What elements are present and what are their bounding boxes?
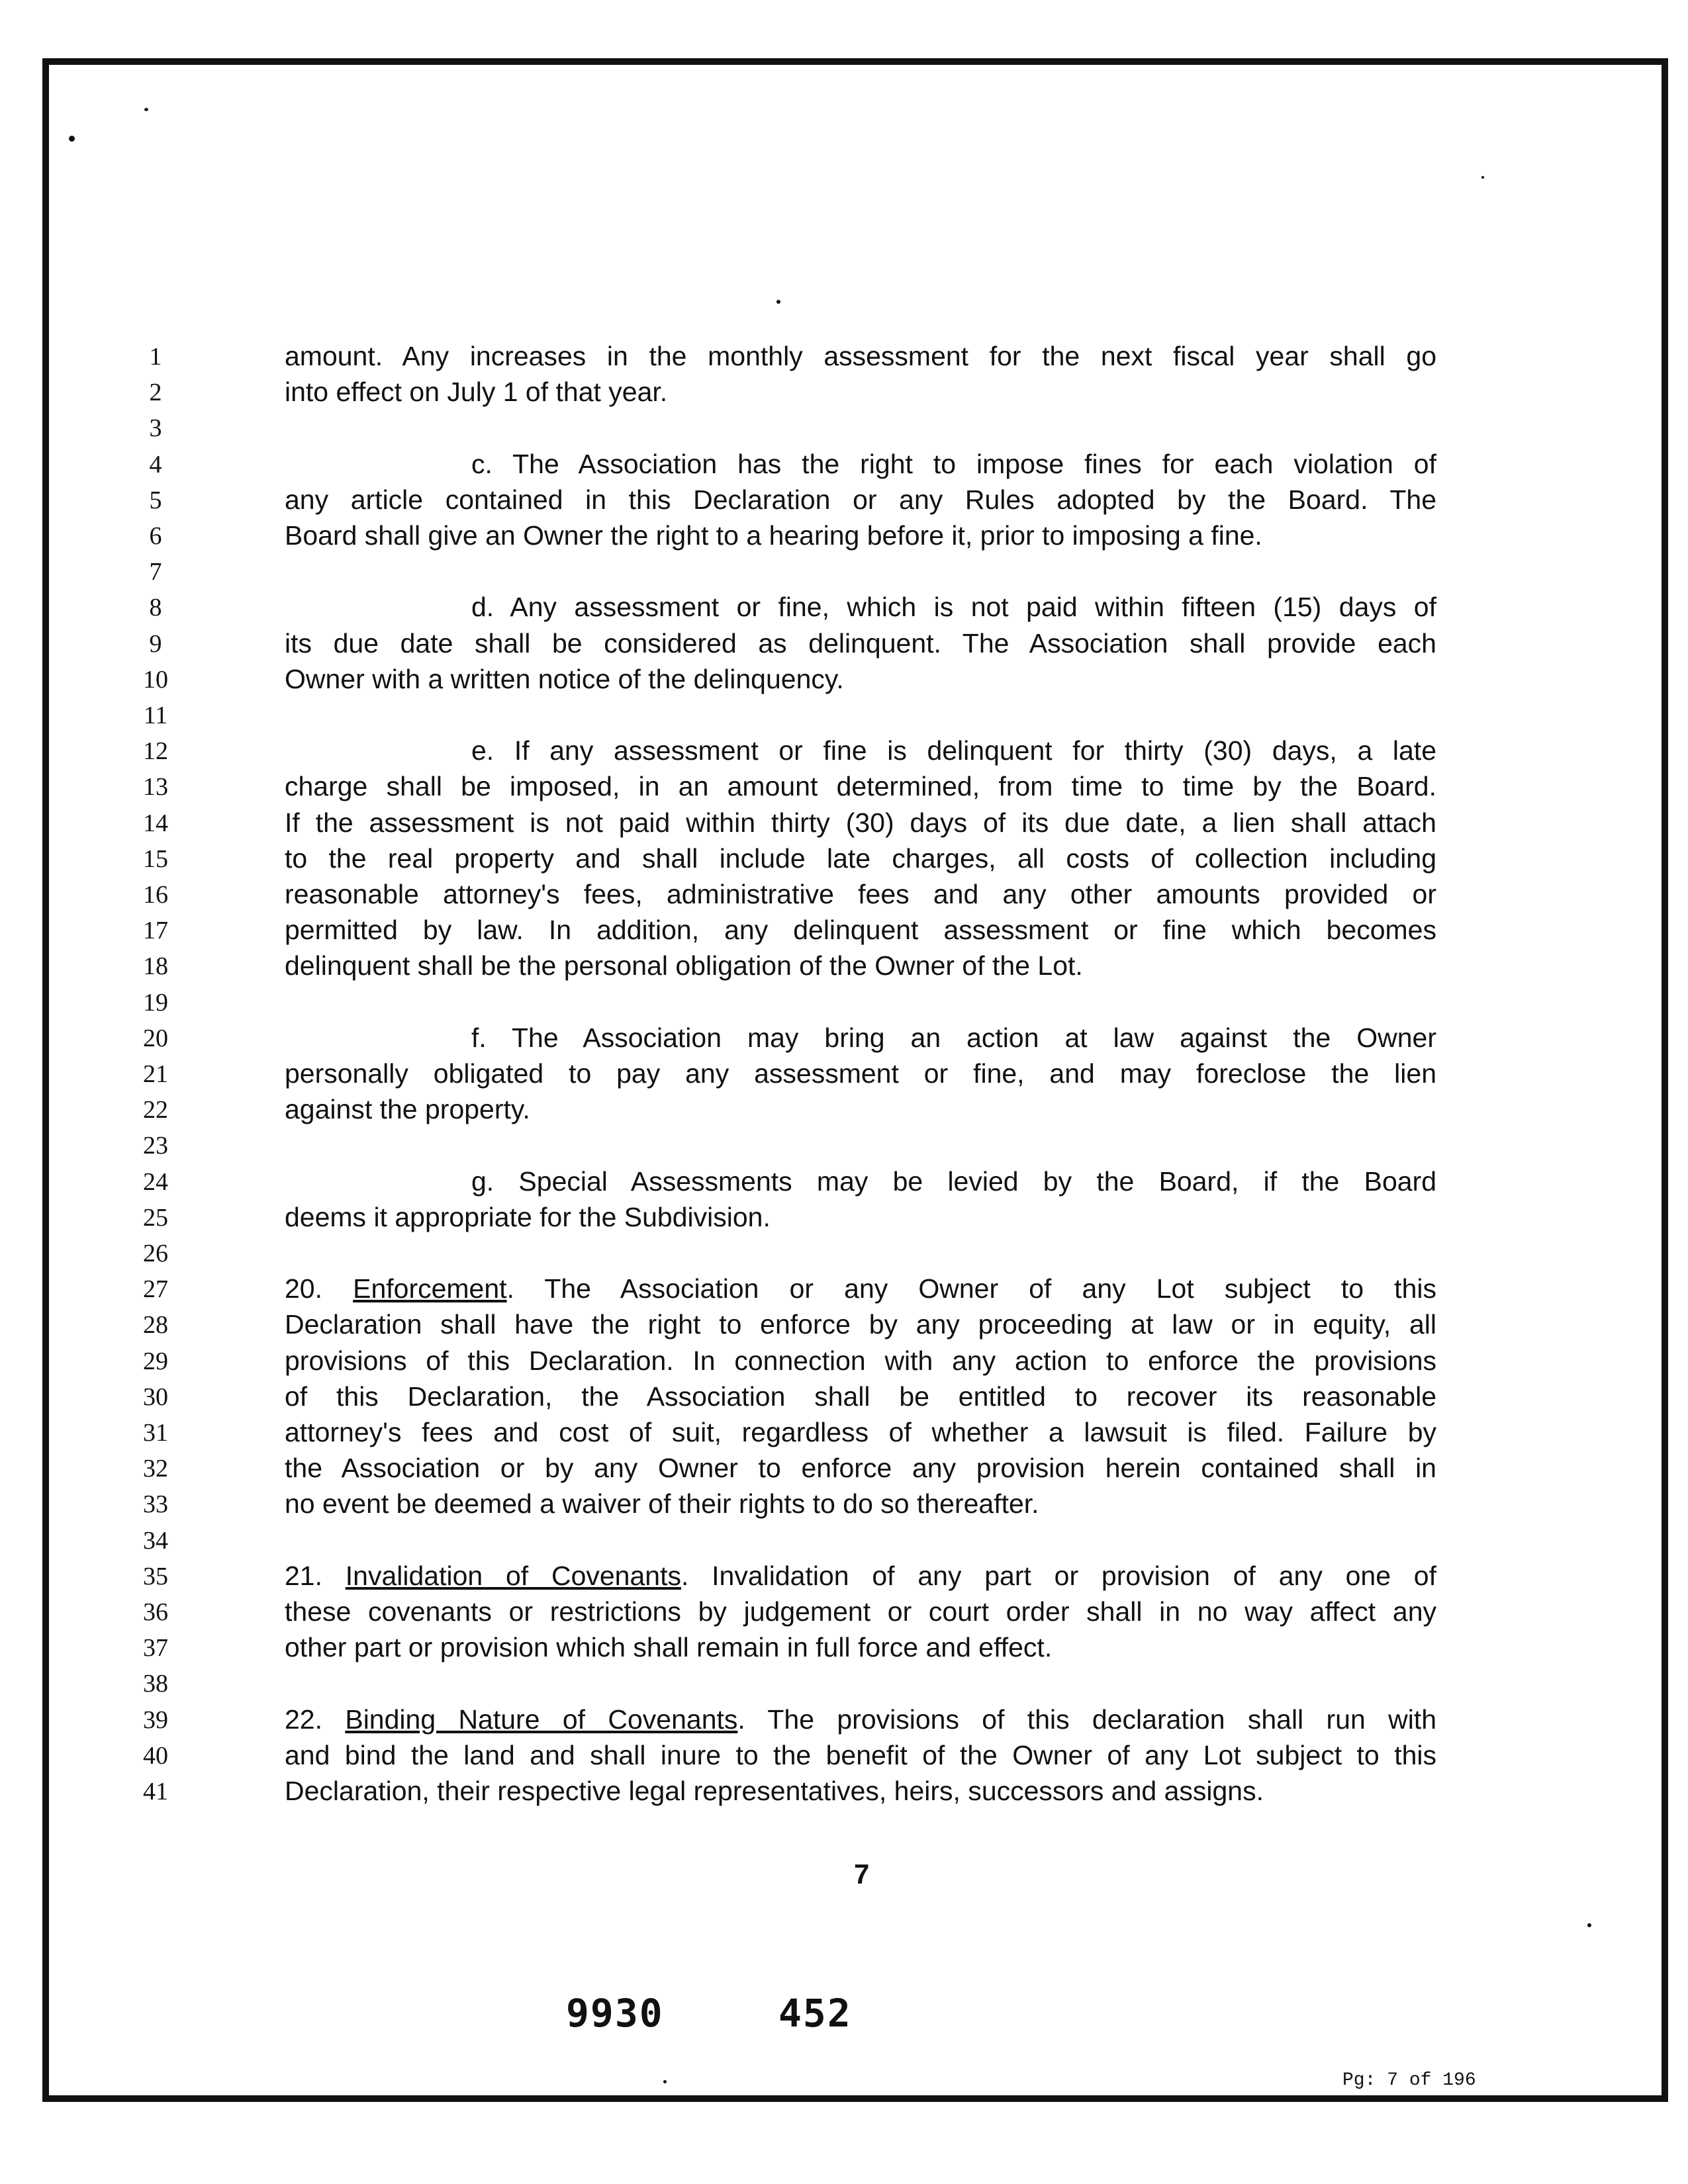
line-number: 21 xyxy=(143,1060,168,1088)
line-number: 31 xyxy=(143,1419,168,1447)
text-line xyxy=(285,1633,1436,1662)
line-text: reasonable attorney's fees, administrative fees and any other amounts provided or xyxy=(285,879,1436,909)
line-text: If the assessment is not paid within thirty (30) days of its due date, a lien shall attach xyxy=(285,807,1436,838)
line-text: . The Association or any Owner of any Lot subject to this xyxy=(506,1273,1436,1304)
line-number: 18 xyxy=(143,952,168,980)
line-number: 41 xyxy=(143,1778,168,1805)
text-line xyxy=(285,1597,1436,1626)
line-number: 17 xyxy=(143,917,168,944)
line-text: its due date shall be considered as delinquent. The Association shall provide each xyxy=(285,628,1436,659)
text-line xyxy=(471,592,1436,621)
line-number: 39 xyxy=(143,1706,168,1734)
line-number: 28 xyxy=(143,1311,168,1339)
line-text: f. The Association may bring an action at law against the Owner xyxy=(471,1023,1436,1053)
line-number: 37 xyxy=(143,1634,168,1662)
line-text: g. Special Assessments may be levied by the Board, if the Board xyxy=(471,1166,1436,1197)
page-footer: Pg: 7 of 196 xyxy=(1338,2070,1480,2091)
scan-speck xyxy=(69,136,75,142)
page-reference: 452 xyxy=(778,1991,852,2036)
text-line xyxy=(285,1203,1436,1232)
text-line xyxy=(285,1561,1436,1590)
line-text: of this Declaration, the Association shall be entitled to recover its reasonable xyxy=(285,1381,1436,1412)
line-number: 6 xyxy=(149,522,162,550)
scan-speck xyxy=(1481,176,1484,179)
text-line xyxy=(285,915,1436,944)
line-number: 2 xyxy=(149,379,162,406)
line-number: 22 xyxy=(143,1096,168,1124)
section-number: 20. xyxy=(285,1273,353,1304)
line-text: against the property. xyxy=(285,1094,530,1124)
section-number: 22. xyxy=(285,1704,346,1735)
scan-speck xyxy=(776,300,780,304)
line-number: 7 xyxy=(149,558,162,586)
line-number: 14 xyxy=(143,809,168,837)
section-heading: Binding Nature of Covenants xyxy=(345,1704,738,1735)
line-text: amount. Any increases in the monthly assessment for the next fiscal year shall go xyxy=(285,341,1436,371)
scan-speck xyxy=(144,108,148,111)
scan-speck xyxy=(1587,1923,1591,1927)
line-number: 16 xyxy=(143,881,168,909)
line-number: 40 xyxy=(143,1742,168,1770)
line-text: and bind the land and shall inure to the benefit of the Owner of any Lot subject to this xyxy=(285,1740,1436,1770)
line-text: Owner with a written notice of the delinquency. xyxy=(285,664,844,694)
line-text: Declaration shall have the right to enforce by any proceeding at law or in equity, all xyxy=(285,1309,1436,1340)
line-text: these covenants or restrictions by judgement or court order shall in no way affect any xyxy=(285,1596,1436,1627)
line-text: delinquent shall be the personal obligation of the Owner of the Lot. xyxy=(285,950,1083,981)
line-text: other part or provision which shall remain in full force and effect. xyxy=(285,1632,1053,1662)
line-number: 38 xyxy=(143,1670,168,1698)
line-text: deems it appropriate for the Subdivision. xyxy=(285,1202,771,1232)
line-number: 3 xyxy=(149,414,162,442)
line-number: 10 xyxy=(143,666,168,694)
text-line xyxy=(285,1705,1436,1734)
text-line xyxy=(285,377,1436,406)
line-number: 9 xyxy=(149,630,162,658)
line-text: c. The Association has the right to impose fines for each violation of xyxy=(471,449,1436,479)
text-line xyxy=(285,1059,1436,1088)
text-line xyxy=(285,1274,1436,1303)
line-number: 30 xyxy=(143,1383,168,1411)
line-text: personally obligated to pay any assessment or fine, and may foreclose the lien xyxy=(285,1058,1436,1089)
line-text: any article contained in this Declaration or any Rules adopted by the Board. The xyxy=(285,484,1436,515)
line-text: no event be deemed a waiver of their rights to do so thereafter. xyxy=(285,1488,1039,1519)
text-line xyxy=(285,1382,1436,1411)
line-text: e. If any assessment or fine is delinquent for thirty (30) days, a late xyxy=(471,735,1436,766)
line-number: 33 xyxy=(143,1490,168,1518)
line-number: 19 xyxy=(143,989,168,1017)
line-text: into effect on July 1 of that year. xyxy=(285,377,668,407)
line-text: . Invalidation of any part or provision of any one of xyxy=(680,1561,1436,1591)
line-number: 12 xyxy=(143,737,168,765)
line-number: 20 xyxy=(143,1024,168,1052)
line-number: 32 xyxy=(143,1455,168,1482)
text-line xyxy=(285,1776,1436,1805)
line-number: 35 xyxy=(143,1563,168,1590)
book-number: 9930 xyxy=(566,1991,664,2036)
line-number: 36 xyxy=(143,1598,168,1626)
line-number: 34 xyxy=(143,1527,168,1555)
line-text: to the real property and shall include late charges, all costs of collection including xyxy=(285,843,1436,874)
section-heading: Invalidation of Covenants xyxy=(345,1561,681,1591)
line-text: Declaration, their respective legal representatives, heirs, successors and assigns. xyxy=(285,1776,1264,1806)
text-line xyxy=(285,1095,1436,1124)
text-line xyxy=(471,1023,1436,1052)
text-line xyxy=(471,1167,1436,1196)
line-text: d. Any assessment or fine, which is not paid within fifteen (15) days of xyxy=(471,592,1436,622)
line-text: charge shall be imposed, in an amount determined, from time to time by the Board. xyxy=(285,771,1436,801)
line-number: 4 xyxy=(149,451,162,478)
text-line xyxy=(285,485,1436,514)
line-number: 13 xyxy=(143,773,168,801)
text-line xyxy=(471,736,1436,765)
text-line xyxy=(285,1741,1436,1770)
text-line xyxy=(285,1453,1436,1482)
line-number: 11 xyxy=(143,702,168,729)
section-heading: Enforcement xyxy=(353,1273,507,1304)
line-number: 29 xyxy=(143,1347,168,1375)
line-text: Board shall give an Owner the right to a hearing before it, prior to imposing a fine. xyxy=(285,520,1262,551)
line-number: 8 xyxy=(149,594,162,621)
line-text: attorney's fees and cost of suit, regardless of whether a lawsuit is filed. Failure by xyxy=(285,1417,1436,1447)
text-line xyxy=(285,1489,1436,1518)
text-line xyxy=(285,521,1436,550)
text-line xyxy=(285,951,1436,980)
line-number: 23 xyxy=(143,1132,168,1160)
line-number: 24 xyxy=(143,1168,168,1196)
text-line xyxy=(285,1310,1436,1339)
line-number: 27 xyxy=(143,1275,168,1303)
line-text: provisions of this Declaration. In connection with any action to enforce the provisions xyxy=(285,1345,1436,1376)
text-line xyxy=(285,1418,1436,1447)
line-number: 26 xyxy=(143,1240,168,1267)
section-number: 21. xyxy=(285,1561,346,1591)
text-line xyxy=(285,808,1436,837)
text-line xyxy=(285,1346,1436,1375)
text-line xyxy=(285,341,1436,371)
line-number: 15 xyxy=(143,845,168,873)
scan-speck xyxy=(663,2080,667,2083)
line-text: permitted by law. In addition, any delinquent assessment or fine which becomes xyxy=(285,915,1436,945)
text-line xyxy=(285,844,1436,873)
line-text: the Association or by any Owner to enforce any provision herein contained shall in xyxy=(285,1453,1436,1483)
line-text: . The provisions of this declaration shall run with xyxy=(737,1704,1437,1735)
text-line xyxy=(285,880,1436,909)
text-line xyxy=(285,664,1436,694)
line-number: 25 xyxy=(143,1204,168,1232)
line-number: 5 xyxy=(149,486,162,514)
text-line xyxy=(285,772,1436,801)
text-line xyxy=(471,449,1436,478)
page-number: 7 xyxy=(854,1858,870,1889)
line-number: 1 xyxy=(149,343,162,371)
text-line xyxy=(285,629,1436,658)
